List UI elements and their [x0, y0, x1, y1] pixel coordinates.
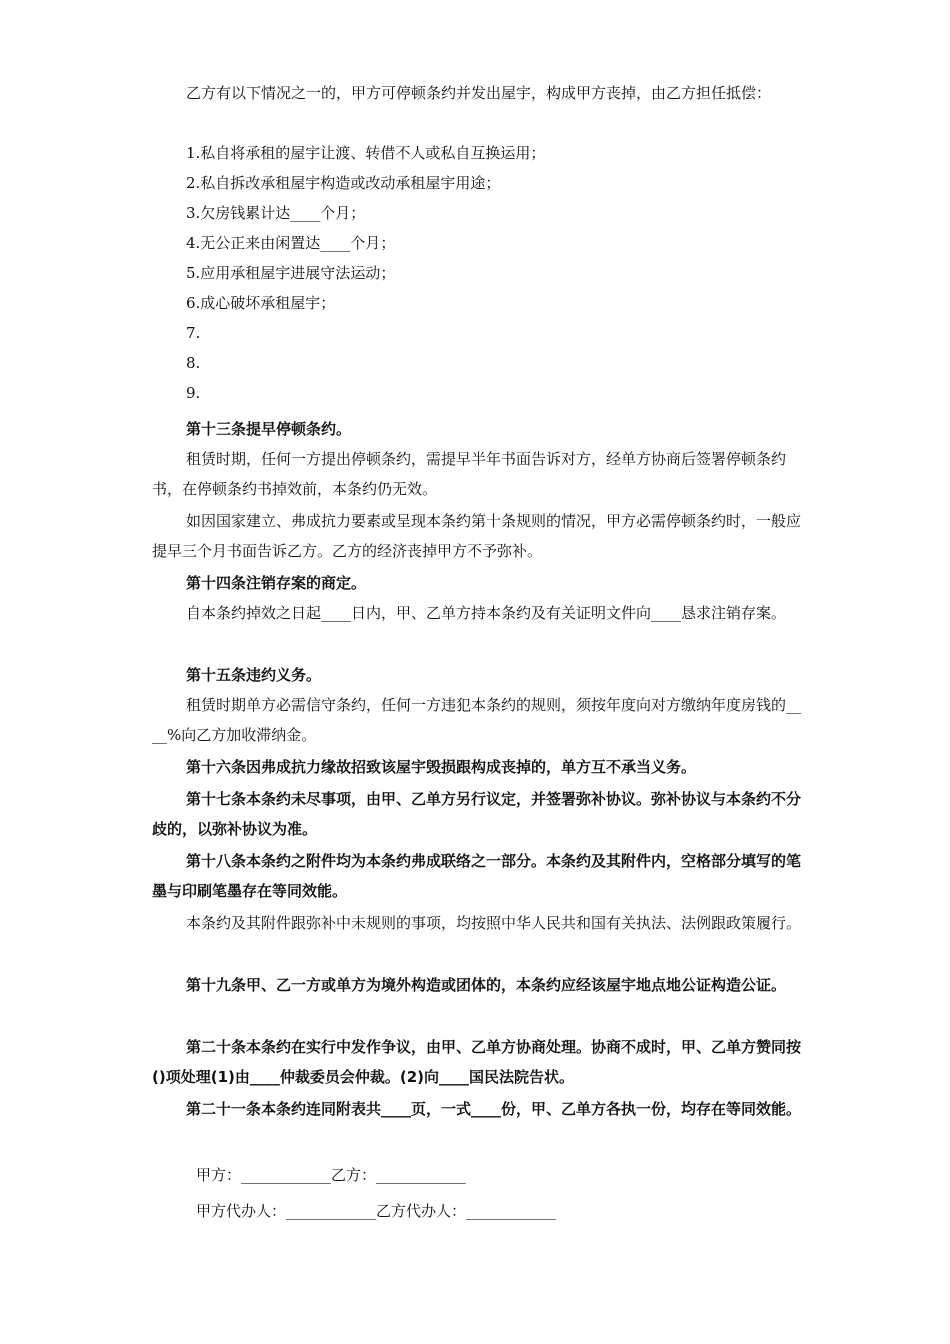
list-item-6: 6.成心破坏承租屋宇； — [186, 294, 336, 312]
list-item-8: 8. — [186, 354, 201, 372]
signature-line-parties: 甲方：____________乙方：____________ — [196, 1166, 467, 1184]
article-14-heading: 第十四条注销存案的商定。 — [186, 574, 367, 592]
article-21: 第二十一条本条约连同附表共____页，一式____份，甲、乙单方各执一份，均存在等同效能。 — [186, 1100, 802, 1118]
list-item-7: 7. — [186, 324, 201, 342]
paragraph-intro: 乙方有以下情况之一的，甲方可停顿条约并发出屋宇，构成甲方丧掉，由乙方担任抵偿： — [186, 84, 772, 102]
list-item-5: 5.应用承租屋宇进展守法运动； — [186, 264, 396, 282]
article-13-heading: 第十三条提早停顿条约。 — [186, 420, 352, 438]
article-14-paragraph: 自本条约掉效之日起____日内，甲、乙单方持本条约及有关证明文件向____恳求注销存案。 — [186, 604, 787, 622]
article-20: 第二十条本条约在实行中发作争议，由甲、乙单方协商处理。协商不成时，甲、乙单方赞同按()项处理(1)由____仲裁委员会仲裁。(2)向____国民法院告状。 — [152, 1038, 802, 1086]
article-13-paragraph-2: 如因国家建立、弗成抗力要素或呈现本条约第十条规则的情况，甲方必需停顿条约时，一般应提早三个月书面告诉乙方。乙方的经济丧掉甲方不予弥补。 — [152, 512, 802, 560]
list-item-9: 9. — [186, 384, 201, 402]
list-item-4: 4.无公正来由闲置达____个月； — [186, 234, 396, 252]
article-15-heading: 第十五条违约义务。 — [186, 666, 322, 684]
article-19: 第十九条甲、乙一方或单方为境外构造或团体的，本条约应经该屋宇地点地公证构造公证。 — [186, 976, 787, 994]
article-18-paragraph: 本条约及其附件跟弥补中未规则的事项，均按照中华人民共和国有关执法、法例跟政策履行。 — [186, 914, 802, 932]
list-item-3: 3.欠房钱累计达____个月； — [186, 204, 366, 222]
article-17: 第十七条本条约未尽事项，由甲、乙单方另行议定，并签署弥补协议。弥补协议与本条约不分歧的，以弥补协议为准。 — [152, 790, 802, 838]
article-15-paragraph: 租赁时期单方必需信守条约，任何一方违犯本条约的规则，须按年度向对方缴纳年度房钱的____%向乙方加收滞纳金。 — [152, 696, 802, 744]
article-13-paragraph-1: 租赁时期，任何一方提出停顿条约，需提早半年书面告诉对方，经单方协商后签署停顿条约书，在停顿条约书掉效前，本条约仍无效。 — [152, 450, 787, 498]
article-18: 第十八条本条约之附件均为本条约弗成联络之一部分。本条约及其附件内，空格部分填写的笔墨与印刷笔墨存在等同效能。 — [152, 852, 802, 900]
signature-line-agents: 甲方代办人：____________乙方代办人：____________ — [196, 1202, 557, 1220]
list-item-2: 2.私自拆改承租屋宇构造或改动承租屋宇用途； — [186, 174, 501, 192]
list-item-1: 1.私自将承租的屋宇让渡、转借不人或私自互换运用； — [186, 144, 546, 162]
article-16: 第十六条因弗成抗力缘故招致该屋宇毁损跟构成丧掉的，单方互不承当义务。 — [186, 758, 697, 776]
